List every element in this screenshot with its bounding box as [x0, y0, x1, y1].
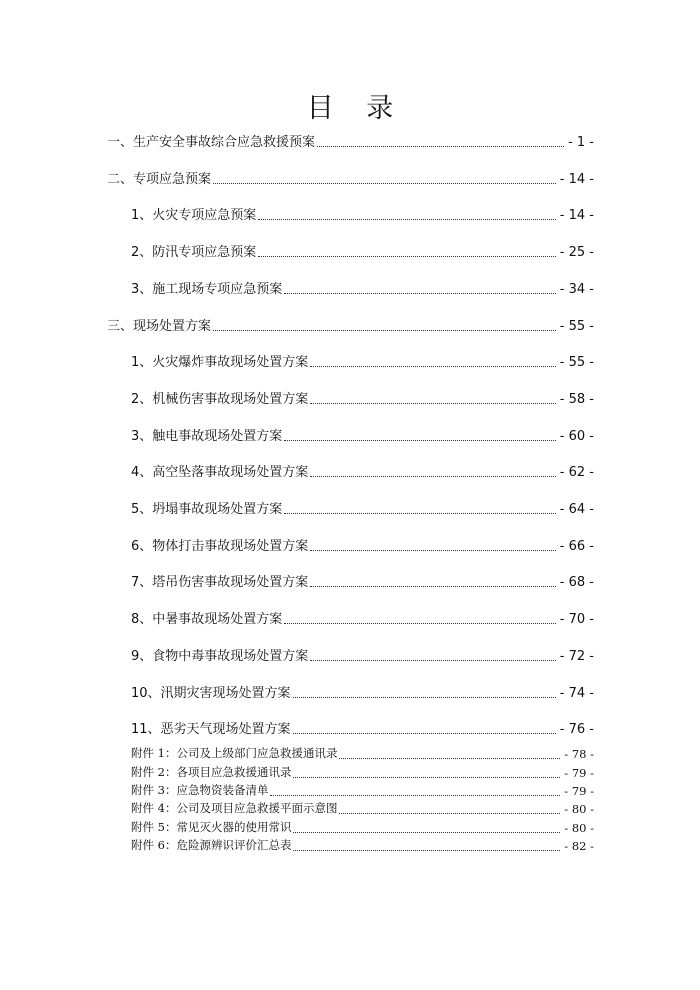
toc-entry-label: 3、施工现场专项应急预案 [131, 282, 283, 297]
toc-entry[interactable] [131, 461, 594, 480]
toc-title: 目 录 [306, 93, 406, 124]
toc-appendix-entry[interactable] [131, 782, 594, 798]
toc-leader-dots [270, 795, 560, 796]
toc-leader-dots [293, 733, 556, 734]
toc-entry-label: 1、火灾爆炸事故现场处置方案 [131, 355, 309, 370]
toc-entry-page: - 79 - [564, 784, 594, 798]
toc-leader-dots [317, 146, 564, 147]
toc-entry-page: - 58 - [559, 392, 594, 407]
toc-leader-dots [310, 660, 556, 661]
toc-entry-label: 10、汛期灾害现场处置方案 [131, 686, 291, 701]
toc-leader-dots [310, 550, 556, 551]
toc-entry-page: - 78 - [564, 747, 594, 761]
toc-leader-dots [284, 623, 556, 624]
toc-leader-dots [310, 476, 556, 477]
toc-leader-dots [258, 256, 556, 257]
toc-leader-dots [310, 586, 556, 587]
toc-entry-label: 一、生产安全事故综合应急救援预案 [107, 135, 316, 150]
toc-leader-dots [339, 813, 560, 814]
toc-entry-label: 附件 4：公司及项目应急救援平面示意图 [131, 801, 338, 815]
toc-entry[interactable] [131, 682, 594, 701]
toc-leader-dots [339, 758, 560, 759]
toc-entry[interactable] [131, 388, 594, 407]
toc-entry[interactable] [107, 168, 594, 187]
toc-leader-dots [284, 293, 556, 294]
toc-entry[interactable] [131, 425, 594, 444]
toc-entry-page: - 76 - [559, 722, 594, 737]
toc-entry-label: 附件 3：应急物资装备清单 [131, 783, 269, 797]
toc-leader-dots [293, 777, 560, 778]
toc-entry-label: 附件 6：危险源辨识评价汇总表 [131, 838, 292, 852]
toc-entry-label: 4、高空坠落事故现场处置方案 [131, 465, 309, 480]
toc-entry[interactable] [131, 571, 594, 590]
toc-entry-label: 2、防汛专项应急预案 [131, 245, 257, 260]
toc-entry-page: - 70 - [559, 612, 594, 627]
toc-entry-page: - 62 - [559, 465, 594, 480]
toc-leader-dots [293, 697, 556, 698]
toc-entry[interactable] [131, 498, 594, 517]
toc-entry-page: - 14 - [559, 208, 594, 223]
toc-entry-page: - 68 - [559, 575, 594, 590]
toc-entry-page: - 72 - [559, 649, 594, 664]
toc-leader-dots [310, 366, 556, 367]
toc-entry-page: - 55 - [559, 319, 594, 334]
toc-leader-dots [310, 403, 556, 404]
toc-entry-label: 附件 1：公司及上级部门应急救援通讯录 [131, 746, 338, 760]
toc-entry[interactable] [131, 718, 594, 737]
toc-entry-page: - 60 - [559, 429, 594, 444]
toc-entry[interactable] [131, 645, 594, 664]
toc-entry-page: - 79 - [564, 766, 594, 780]
toc-leader-dots [213, 330, 556, 331]
toc-appendix-entry[interactable] [131, 800, 594, 816]
toc-entry[interactable] [131, 608, 594, 627]
toc-leader-dots [284, 513, 556, 514]
toc-entry-label: 8、中暑事故现场处置方案 [131, 612, 283, 627]
toc-entry-page: - 80 - [564, 821, 594, 835]
toc-entry[interactable] [131, 351, 594, 370]
toc-entry-page: - 66 - [559, 539, 594, 554]
toc-entry[interactable] [131, 278, 594, 297]
toc-entry-page: - 74 - [559, 686, 594, 701]
toc-entry-label: 附件 2：各项目应急救援通讯录 [131, 765, 292, 779]
toc-entry-page: - 1 - [568, 135, 594, 150]
toc-entry-label: 7、塔吊伤害事故现场处置方案 [131, 575, 309, 590]
toc-leader-dots [213, 183, 556, 184]
toc-entry-label: 2、机械伤害事故现场处置方案 [131, 392, 309, 407]
toc-entry-label: 5、坍塌事故现场处置方案 [131, 502, 283, 517]
toc-entry-page: - 14 - [559, 172, 594, 187]
toc-entry-label: 附件 5：常见灭火器的使用常识 [131, 820, 292, 834]
toc-leader-dots [284, 440, 556, 441]
toc-entry-page: - 34 - [559, 282, 594, 297]
toc-entry-page: - 55 - [559, 355, 594, 370]
toc-entry-label: 二、专项应急预案 [107, 172, 212, 187]
toc-leader-dots [293, 832, 560, 833]
toc-appendix-entry[interactable] [131, 837, 594, 853]
toc-entry-label: 1、火灾专项应急预案 [131, 208, 257, 223]
toc-entry[interactable] [107, 131, 594, 150]
toc-leader-dots [293, 850, 560, 851]
toc-entry-page: - 64 - [559, 502, 594, 517]
toc-entry-page: - 82 - [564, 839, 594, 853]
toc-entry-page: - 80 - [564, 802, 594, 816]
toc-entry-page: - 25 - [559, 245, 594, 260]
toc-leader-dots [258, 219, 556, 220]
toc-entry[interactable] [107, 315, 594, 334]
toc-appendix-entry[interactable] [131, 745, 594, 761]
toc-entry-label: 6、物体打击事故现场处置方案 [131, 539, 309, 554]
toc-entry-label: 三、现场处置方案 [107, 319, 212, 334]
toc-entry[interactable] [131, 204, 594, 223]
toc-appendix-entry[interactable] [131, 819, 594, 835]
toc-entry-label: 3、触电事故现场处置方案 [131, 429, 283, 444]
toc-appendix-entry[interactable] [131, 764, 594, 780]
toc-entry-label: 9、食物中毒事故现场处置方案 [131, 649, 309, 664]
toc-entry-label: 11、恶劣天气现场处置方案 [131, 722, 291, 737]
toc-entry[interactable] [131, 241, 594, 260]
toc-entry[interactable] [131, 535, 594, 554]
